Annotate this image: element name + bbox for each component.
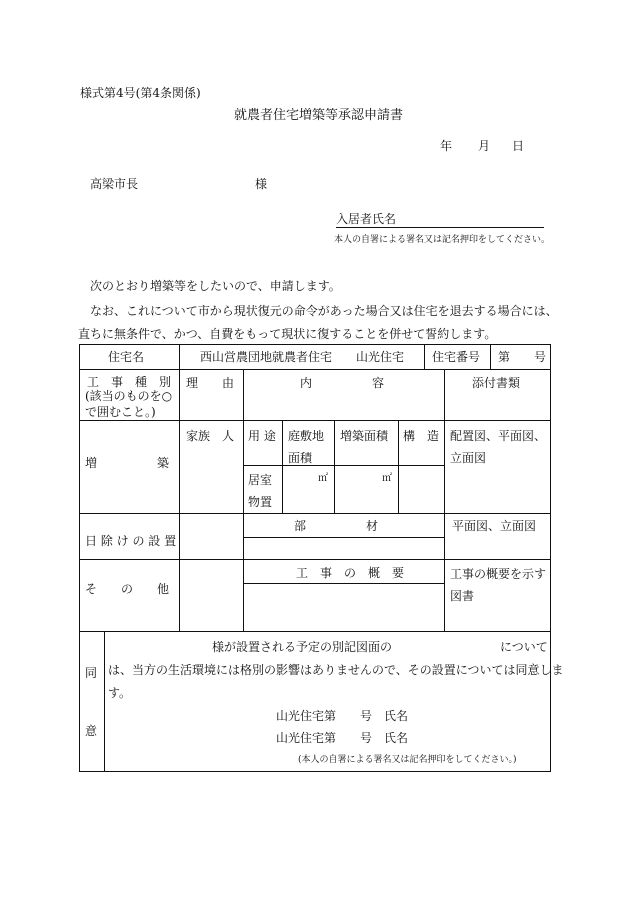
unit-m2-a: ㎡ (318, 473, 328, 484)
date-day-label: 日 (512, 139, 525, 153)
consent-line-2: は、当方の生活環境には格別の影響はありませんので、その設置については同意しま (108, 663, 564, 677)
consent-note: (本人の自署による署名又は記名押印をしてください。) (298, 755, 517, 765)
hiyoke-label[interactable]: 日 除 け の 設 置 (85, 534, 177, 548)
intro-line-3: 直ちに無条件で、かつ、自費をもって現状に復することを併せて誓約します。 (78, 327, 497, 341)
sonota-attach: 工事の概要を示す図書 (450, 567, 547, 603)
family-count: 家族 人 (186, 429, 235, 443)
kind-label: 工 事 種 別 (87, 375, 172, 389)
intro-line-1: 次のとおり増築等をしたいので、申請します。 (90, 279, 341, 293)
addressee-name: 高梁市長 (90, 177, 139, 191)
hiyoke-attach: 平面図、立面図 (452, 519, 537, 533)
attach-header: 添付書類 (472, 376, 521, 390)
consent-label-2: 意 (85, 724, 98, 738)
kind-subnote: (該当のものを○で囲むこと。) (85, 389, 173, 419)
signer-line-1[interactable]: 山光住宅第 号 氏名 (276, 709, 409, 723)
consent-line-3: す。 (108, 686, 132, 700)
document-title: 就農者住宅増築等承認申請書 (234, 108, 404, 123)
buzai-header: 部 材 (294, 519, 379, 533)
number-value[interactable]: 第 号 (498, 350, 547, 364)
jutaku-label: 住宅名 (108, 350, 145, 364)
content-header: 内 容 (300, 376, 385, 390)
gaiyo-header: 工 事 の 概 要 (296, 566, 405, 580)
kozo-label: 構 造 (403, 429, 440, 443)
date-month-label: 月 (478, 139, 491, 153)
addressee-honorific: 様 (255, 177, 268, 191)
reason-header: 理 由 (186, 376, 235, 390)
consent-label-1: 同 (85, 666, 98, 680)
jutaku-value: 西山営農団地就農者住宅 山光住宅 (200, 350, 405, 364)
zochiku-attach: 配置図、平面図、立面図 (450, 429, 547, 465)
unit-m2-b: ㎡ (382, 473, 392, 484)
teishiki-label: 庭敷地面積 (288, 429, 325, 465)
yoto-label: 用 途 (248, 429, 276, 443)
date-year-label: 年 (440, 139, 453, 153)
consent-line-1-tail: について (500, 640, 548, 654)
applicant-name-label: 入居者氏名 (336, 212, 397, 226)
signer-line-2[interactable]: 山光住宅第 号 氏名 (276, 731, 409, 745)
consent-line-1: 様が設置される予定の別記図面の (212, 640, 393, 654)
zochiku-label[interactable]: 増 築 (85, 456, 170, 470)
form-number: 様式第4号(第4条関係) (80, 86, 201, 100)
zochiku-area-label: 増築面積 (340, 429, 389, 443)
sonota-label[interactable]: そ の 他 (85, 582, 170, 596)
kyoshitsu-label: 居室物置 (248, 473, 273, 509)
intro-line-2: なお、これについて市から現状復元の命令があった場合又は住宅を退去する場合には、 (90, 304, 558, 318)
applicant-note: 本人の自署による署名又は記名押印をしてください。 (334, 235, 551, 245)
number-label: 住宅番号 (432, 350, 481, 364)
